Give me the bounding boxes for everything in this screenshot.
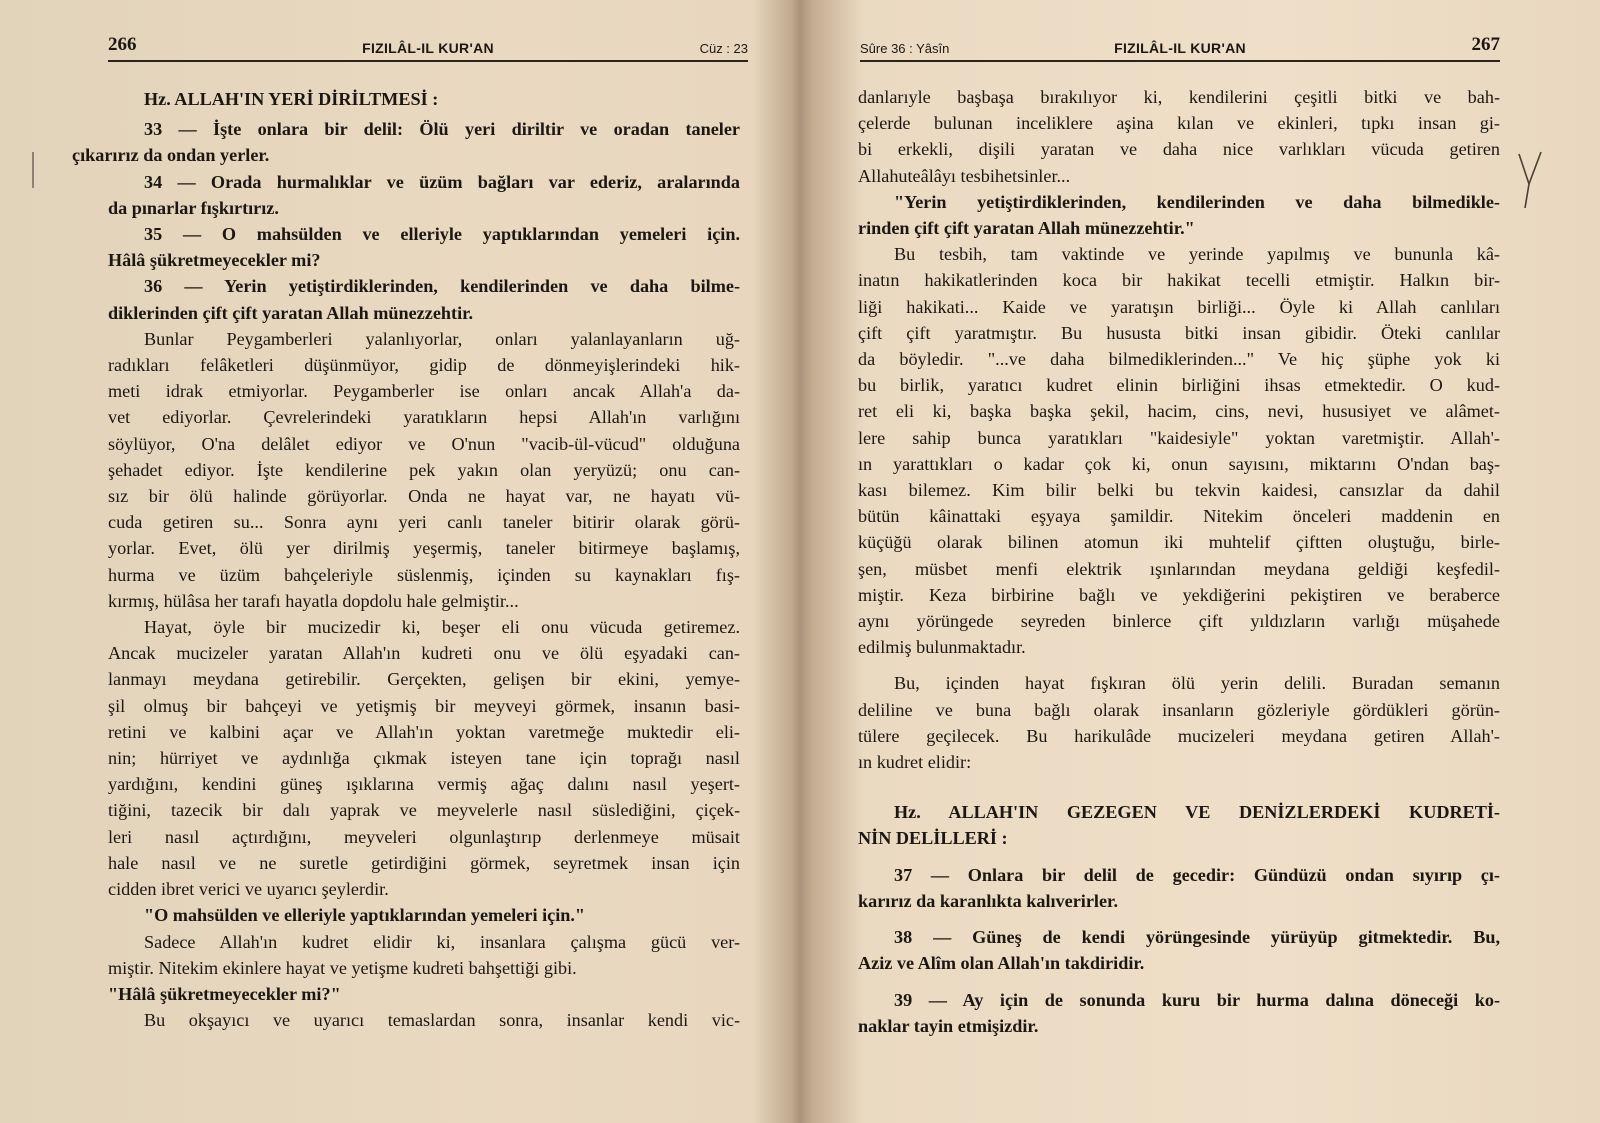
- left-page-body: [72, 86, 740, 1033]
- text-line: bi erkekli, dişili yaratan ve daha nice varlıkları vücuda getiren: [858, 139, 1500, 160]
- verse-35: [108, 221, 740, 273]
- text-line: deliline ve buna bağlı olarak insanların gözleriyle gördükleri görün-: [858, 699, 1500, 720]
- verse-line: 36 — Yerin yetiştirdiklerinden, kendilerinden ve daha bilme-: [144, 276, 740, 297]
- verse-38: [858, 924, 1500, 976]
- text-line: inatın hakikatlerinden koca bir hakikat tecelli etmiştir. Halkın bir-: [858, 270, 1500, 291]
- left-page-header: [108, 34, 748, 62]
- text-line: çelerde bulunan inceliklere aşina kılan ve ekinleri, tıpkı insan gi-: [858, 113, 1500, 134]
- text-line: radıkları felâketleri düşünmüyor, gidip de dönmeyişlerindeki hik-: [108, 355, 740, 376]
- text-line: şehadet ediyor. İşte kendilerine pek yakın olan yeryüzü; onu can-: [108, 459, 740, 480]
- text-line: ın yarattıkları o kadar çok ki, onun sayısını, miktarını O'ndan baş-: [858, 453, 1500, 474]
- text-line: liği hakikati... Kaide ve yaratışın birliği... Öyle ki Allah canlıları: [858, 296, 1500, 317]
- verse-line: 37 — Onlara bir delil de gecedir: Gündüzü ondan sıyırıp çı-: [894, 864, 1500, 885]
- text-line: Bu, içinden hayat fışkıran ölü yerin delili. Buradan semanın: [894, 673, 1500, 694]
- text-line: tülere geçilecek. Bu harikulâde mucizeleri meydana getiren Allah'-: [858, 725, 1500, 746]
- quote: [858, 189, 1500, 241]
- text-line: Hayat, öyle bir mucizedir ki, beşer eli onu vücuda getiremez.: [144, 617, 740, 638]
- quote: "O mahsülden ve elleriyle yaptıklarından yemeleri için.": [144, 905, 586, 926]
- running-title: FIZILÂL-IL KUR'AN: [362, 40, 494, 56]
- text-line: edilmiş bulunmaktadır.: [858, 637, 1026, 658]
- quote-line: "Yerin yetiştirdiklerinden, kendilerinden ve daha bilmedikle-: [894, 191, 1500, 212]
- text-line: Ancak mucizeler yaratan Allah'ın kudreti onu ve ölü eşyadaki can-: [108, 643, 740, 664]
- paragraph: [108, 326, 740, 614]
- verse-line: Hâlâ şükretmeyecekler mi?: [108, 250, 321, 271]
- paragraph: [108, 1007, 740, 1033]
- verse-34: [108, 169, 740, 221]
- verse-39: [858, 987, 1500, 1039]
- verse-line: naklar tayin etmişizdir.: [858, 1015, 1039, 1036]
- text-line: leri nasıl açtırdığını, meyveleri olgunlaştırıp derlenmeye müsait: [108, 826, 740, 847]
- verse-line: 39 — Ay için de sonunda kuru bir hurma dalına döneceği ko-: [894, 989, 1500, 1010]
- heading-line: Hz. ALLAH'IN GEZEGEN VE DENİZLERDEKİ KUDRETİ-: [894, 802, 1500, 823]
- text-line: miştir. Nitekim ekinlere hayat ve yetişme kudreti bahşettiği gibi.: [108, 957, 577, 978]
- text-line: meti idrak etmiyorlar. Peygamberler ise onları ancak Allah'a da-: [108, 381, 740, 402]
- text-line: miştir. Keza birbirine bağlı ve yekdiğerini pekiştiren ve beraberce: [858, 584, 1500, 605]
- text-line: cuda getiren su... Sonra aynı yeri canlı taneler bitirir olarak görü-: [108, 512, 740, 533]
- text-line: şen, müsbet menfi elektrik ışınlarından meydana geldiği keşfedil-: [858, 558, 1500, 579]
- text-line: Bunlar Peygamberleri yalanlıyorlar, onları yalanlayanların uğ-: [144, 328, 740, 349]
- verse-line: 33 — İşte onlara bir delil: Ölü yeri diriltir ve oradan taneler: [144, 119, 740, 140]
- quote-line: rinden çift çift yaratan Allah münezzehtir.": [858, 218, 1195, 239]
- text-line: lere sahip bunca yaratıkları "kaidesiyle" yoktan varetmiştir. Allah'-: [858, 427, 1500, 448]
- text-line: şil olmuş bir bahçeyi ve yetişmiş bir meyveyi görmek, insanın basi-: [108, 695, 740, 716]
- text-line: hurma ve üzüm bahçeleriyle süslenmiş, içinden su kaynakları fış-: [108, 564, 740, 585]
- verse-line: karırız da karanlıkta kalıverirler.: [858, 890, 1118, 911]
- running-title: FIZILÂL-IL KUR'AN: [1114, 40, 1246, 56]
- verse-line: 34 — Orada hurmalıklar ve üzüm bağları var ederiz, aralarında: [144, 171, 740, 192]
- quote: "Hâlâ şükretmeyecekler mi?": [108, 983, 341, 1004]
- verse-33: [72, 116, 740, 168]
- text-line: bütün kâinattaki eşyaya şamildir. Nitekim önceleri maddenin en: [858, 506, 1500, 527]
- text-line: cidden ibret verici ve uyarıcı şeylerdir.: [108, 879, 389, 900]
- paragraph: [858, 241, 1500, 660]
- pencil-mark-icon: [28, 150, 38, 190]
- text-line: retini ve kalbini açar ve Allah'ın yoktan varetmeğe muktedir eli-: [108, 721, 740, 742]
- text-line: söylüyor, O'na delâlet ediyor ve O'nun "vacib-ül-vücud" olduğuna: [108, 433, 740, 454]
- section-label: Cüz : 23: [699, 41, 748, 56]
- text-line: da böyledir. "...ve daha bilmediklerinden..." Ve hiç şüphe yok ki: [858, 349, 1500, 370]
- section-label: Sûre 36 : Yâsîn: [860, 41, 950, 56]
- text-line: kası bilemez. Kim bilir belki bu tekvin kaidesi, cansızlar da dahil: [858, 480, 1500, 501]
- paragraph: [858, 670, 1500, 775]
- text-line: Sadece Allah'ın kudret elidir ki, insanlara çalışma gücü ver-: [144, 931, 740, 952]
- text-line: sız bir ölü halinde görüyorlar. Onda ne hayat var, ne hayatı vü-: [108, 486, 740, 507]
- paragraph: [108, 614, 740, 902]
- verse-line: Aziz ve Alîm olan Allah'ın takdiridir.: [858, 953, 1145, 974]
- text-line: lanmayı meydana getirebilir. Gerçekten, gelişen bir ekini, yemye-: [108, 669, 740, 690]
- page-number: 266: [108, 34, 137, 55]
- pencil-mark-icon: [1515, 150, 1545, 210]
- right-page-header: [860, 34, 1500, 62]
- text-line: yorlar. Evet, ölü yer dirilmiş yeşermiş, taneler bitirmeye başlamış,: [108, 538, 740, 559]
- section-heading: Hz. ALLAH'IN YERİ DİRİLTMESİ :: [144, 89, 439, 109]
- page-number: 267: [1471, 34, 1500, 55]
- text-line: vet ediyorlar. Çevrelerindeki yaratıkların hepsi Allah'ın varlığını: [108, 407, 740, 428]
- right-page: [808, 0, 1600, 1123]
- verse-line: 35 — O mahsülden ve elleriyle yaptıklarından yemeleri için.: [144, 224, 740, 245]
- text-line: aynı yörüngede seyreden binlerce çift yıldızların varlığı müşahede: [858, 611, 1500, 632]
- verse-line: da pınarlar fışkırtırız.: [108, 197, 279, 218]
- text-line: küçüğü olarak bilinen atomun iki muhtelif çiftten oluştuğu, birle-: [858, 532, 1500, 553]
- verse-37: [858, 862, 1500, 914]
- heading-line: NİN DELİLLERİ :: [858, 828, 1008, 849]
- paragraph: [858, 84, 1500, 189]
- text-line: çift çift yaratmıştır. Bu hususta bitki insan gibidir. Öteki canlılar: [858, 322, 1500, 343]
- text-line: Allahuteâlâyı tesbihetsinler...: [858, 165, 1071, 186]
- verse-line: diklerinden çift çift yaratan Allah münezzehtir.: [108, 302, 474, 323]
- text-line: hale nasıl ve ne suretle getirdiğini görmek, seyretmek insan için: [108, 852, 740, 873]
- verse-line: 38 — Güneş de kendi yörüngesinde yürüyüp gitmektedir. Bu,: [894, 927, 1500, 948]
- text-line: nin; hürriyet ve aydınlığa çıkmak isteyen tane için toprağı nasıl: [108, 748, 740, 769]
- right-page-body: [858, 84, 1500, 1039]
- text-line: ret eli ki, başka başka şekil, hacim, cins, nevi, hususiyet ve alâmet-: [858, 401, 1500, 422]
- section-heading: [858, 799, 1500, 851]
- text-line: Bu okşayıcı ve uyarıcı temaslardan sonra, insanlar kendi vic-: [144, 1010, 740, 1031]
- text-line: Bu tesbih, tam vaktinde ve yerinde yapılmış ve bununla kâ-: [894, 244, 1500, 265]
- text-line: bu birlik, yaratıcı kudret elinin birliğini ihsas etmektedir. O kud-: [858, 375, 1500, 396]
- text-line: kırmış, hülâsa her tarafı hayatla dopdolu hale gelmiştir...: [108, 590, 519, 611]
- verse-line: çıkarırız da ondan yerler.: [72, 145, 270, 166]
- text-line: tiğini, tazecik bir dalı yaprak ve meyvelerle nasıl süslediğini, çiçek-: [108, 800, 740, 821]
- text-line: ın kudret elidir:: [858, 752, 972, 773]
- verse-36: [108, 273, 740, 325]
- text-line: danlarıyle başbaşa bırakılıyor ki, kendilerini çeşitli bitki ve bah-: [858, 87, 1500, 107]
- text-line: yardığını, kendini güneş ışıklarına vermiş ağaç dalını nasıl yeşert-: [108, 774, 740, 795]
- paragraph: [108, 929, 740, 981]
